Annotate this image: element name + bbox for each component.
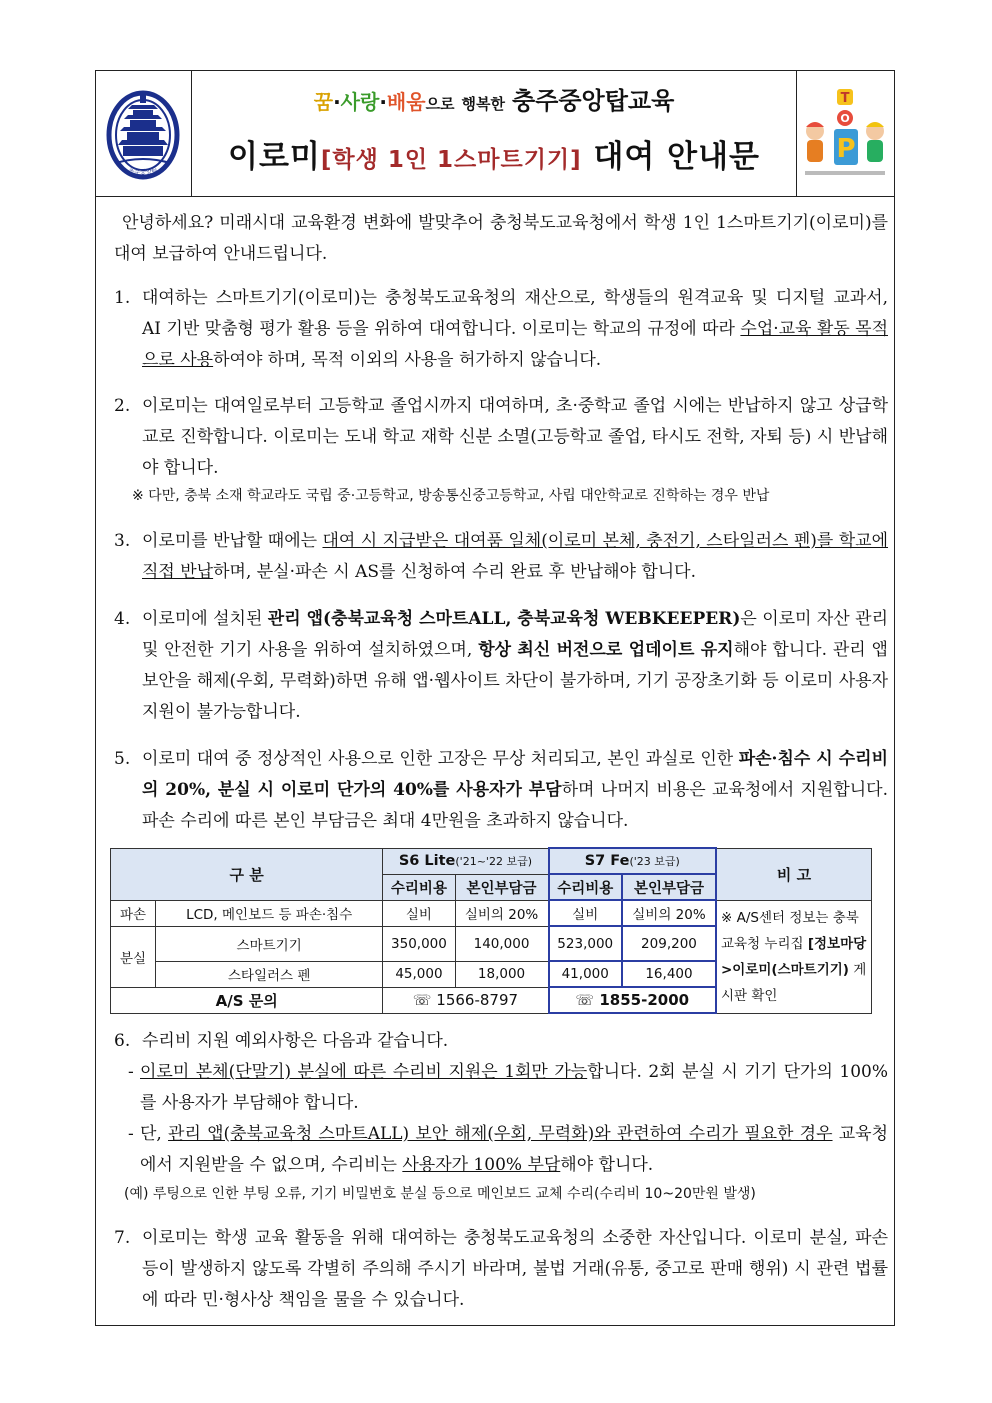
school-name: 충주중앙탑교육: [511, 87, 675, 115]
school-emblem-icon: [106, 85, 180, 181]
list-item-7: 7. 이로미는 학생 교육 활동을 위해 대여하는 충청북도교육청의 소중한 자산입니다. 이로미 분실, 파손 등이 발생하지 않도록 각별히 주의해 주시기 바라며, 불법 거래(유통, 중고로 판매 행위) 시 관련 법률에 따라 민·형사상 책임을 물을 수 있습니다.: [114, 1228, 888, 1310]
list-item-2: 2. 이로미는 대여일로부터 고등학교 졸업시까지 대여하며, 초·중학교 졸업 시에는 반납하지 않고 상급학교로 진학합니다. 이로미는 도내 학교 재학 신분 소멸(고등학교 졸업, 타시도 전학, 자퇴 등) 시 반납해야 합니다.: [114, 396, 888, 478]
table-row: 분실 스마트기기 350,000 140,000 523,000 209,200: [111, 926, 872, 961]
list-item-6: 6. 수리비 지원 예외사항은 다음과 같습니다.: [114, 1031, 449, 1051]
top-mascot-icon: [801, 85, 889, 181]
table-row: 스타일러스 펜 45,000 18,000 41,000 16,400: [111, 961, 872, 987]
repair-cost-table: [110, 847, 872, 1014]
col-header-category: 구 분: [111, 848, 383, 900]
page-title: 이로미[학생 1인 1스마트기기] 대여 안내문: [228, 139, 760, 175]
slogan-word-love: 사랑: [340, 90, 380, 114]
list-item-6-sub-1: - 이로미 본체(단말기) 분실에 따른 수리비 지원은 1회만 가능합니다. 2회 분실 시 기기 단가의 100%를 사용자가 부담해야 합니다.: [128, 1062, 888, 1113]
col-header-s7-repair: 수리비용: [549, 874, 622, 900]
col-header-s6-self: 본인부담금: [455, 874, 548, 900]
col-header-s7: S7 Fe('23 보급): [549, 848, 717, 874]
svg-text:O: O: [840, 112, 850, 125]
svg-text:P: P: [836, 134, 856, 164]
list-item-5: 5. 이로미 대여 중 정상적인 사용으로 인한 고장은 무상 처리되고, 본인 과실로 인한 파손·침수 시 수리비의 20%, 분실 시 이로미 단가의 40%를 사용자가 부담하며 나머지 비용은 교육청에서 지원합니다. 파손 수리에 따른 본인 부담금은 최대 4만원을 초과하지 않습니다.: [114, 749, 888, 831]
document-body: [114, 208, 888, 837]
col-header-s6: S6 Lite('21~'22 보급): [383, 848, 549, 874]
col-header-s6-repair: 수리비용: [383, 874, 455, 900]
as-phone-s7: ☏ 1855-2000: [549, 987, 717, 1013]
as-inquiry-label: A/S 문의: [111, 987, 383, 1013]
list-item-2-note: ※ 다만, 충북 소재 학교라도 국립 중·고등학교, 방송통신중고등학교, 사립 대안학교로 진학하는 경우 반납: [132, 488, 770, 504]
slogan-word-learning: 배움: [386, 90, 426, 114]
col-header-s7-self: 본인부담금: [622, 874, 716, 900]
document-body-lower: [114, 1026, 888, 1316]
list-item-3: 3. 이로미를 반납할 때에는 대여 시 지급받은 대여품 일체(이로미 본체, 충전기, 스타일러스 펜)를 학교에 직접 반납하며, 분실·파손 시 AS를 신청하여 수리 완료 후 반납해야 합니다.: [114, 531, 888, 582]
list-item-6-example: (예) 루팅으로 인한 부팅 오류, 기기 비밀번호 분실 등으로 메인보드 교체 수리(수리비 10~20만원 발생): [124, 1186, 756, 1202]
document-frame: [95, 70, 895, 1326]
header-title-area: [191, 71, 797, 196]
list-item-6-sub-2: - 단, 관리 앱(충북교육청 스마트ALL) 보안 해제(우회, 무력화)와 관련하여 수리가 필요한 경우 교육청에서 지원받을 수 없으며, 수리비는 사용자가 100% 부담해야 합니다.: [128, 1124, 888, 1175]
list-item-1: 1. 대여하는 스마트기기(이로미)는 충청북도교육청의 재산으로, 학생들의 원격교육 및 디지털 교과서, AI 기반 맞춤형 평가 활용 등을 위하여 대여합니다. 이로미는 학교의 규정에 따라 수업·교육 활동 목적으로 사용하여야 하며, 목적 이외의 사용을 허가하지 않습니다.: [114, 288, 888, 370]
emblem-text: 충주중앙탑: [128, 169, 158, 176]
remark-cell: ※ A/S센터 정보는 충북교육청 누리집 [정보마당>이로미(스마트기기) 게시판 확인: [716, 900, 872, 1013]
svg-text:T: T: [840, 91, 850, 106]
col-header-remark: 비 고: [716, 848, 872, 900]
slogan-word-dream: 꿈: [313, 90, 334, 114]
slogan: 꿈·사랑·배움으로 행복한 충주중앙탑교육: [313, 87, 675, 115]
intro-paragraph: 안녕하세요? 미래시대 교육환경 변화에 발맞추어 충청북도교육청에서 학생 1인 1스마트기기(이로미)를 대여 보급하여 안내드립니다.: [114, 213, 888, 264]
list-item-4: 4. 이로미에 설치된 관리 앱(충북교육청 스마트ALL, 충북교육청 WEBKEEPER)은 이로미 자산 관리 및 안전한 기기 사용을 위하여 설치하였으며, 항상 최신 버전으로 업데이트 유지해야 합니다. 관리 앱 보안을 해제(우회, 무력화)하면 유해 앱·웹사이트 차단이 불가하며, 기기 공장초기화 등 이로미 사용자 지원이 불가능합니다.: [114, 609, 888, 722]
as-phone-s6: ☏ 1566-8797: [383, 987, 549, 1013]
header: [96, 71, 894, 197]
table-row: 파손 LCD, 메인보드 등 파손·침수 실비 실비의 20% 실비 실비의 20% ※ A/S센터 정보는 충북교육청 누리집 [정보마당>이로미(스마트기기) 게시판 확인: [111, 900, 872, 926]
